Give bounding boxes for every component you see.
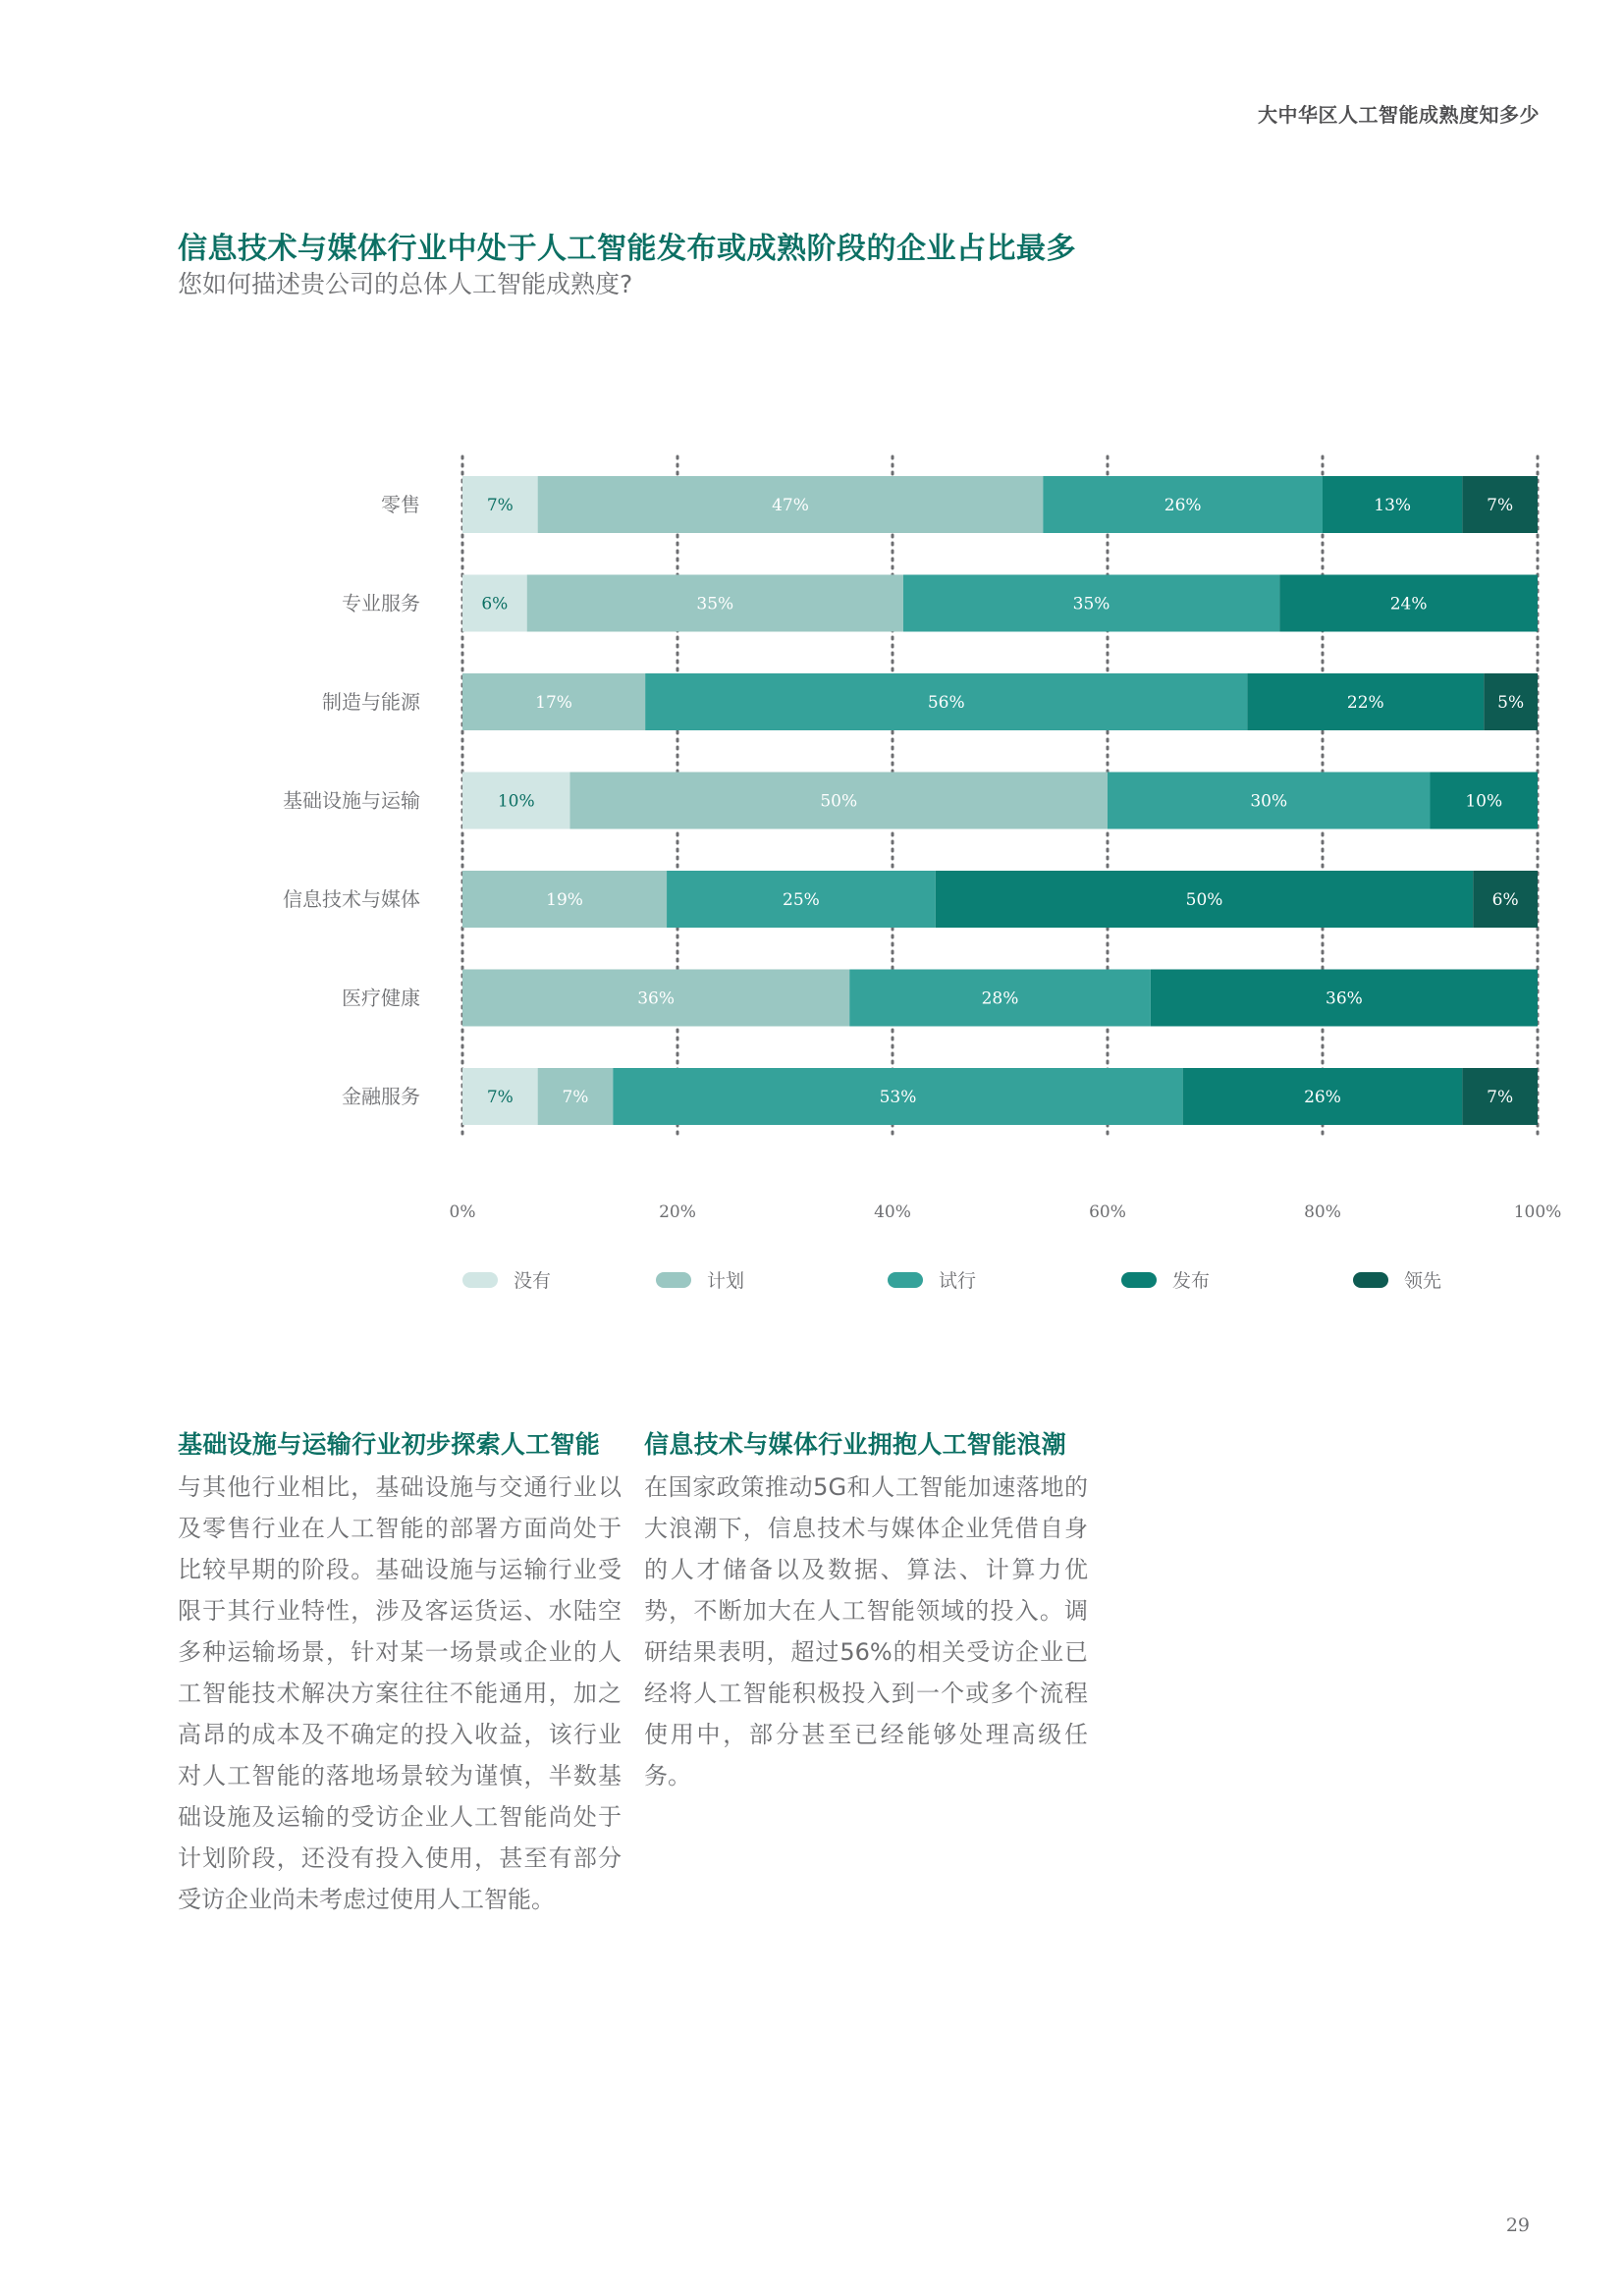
- data-label: 6%: [481, 594, 509, 614]
- x-axis-ticks: [450, 1202, 1562, 1222]
- x-tick-label: 100%: [1513, 1202, 1562, 1222]
- data-label: 10%: [497, 791, 535, 812]
- data-label: 5%: [1497, 693, 1525, 713]
- section-right-heading: 信息技术与媒体行业拥抱人工智能浪潮: [644, 1430, 1067, 1459]
- category-labels: [283, 493, 421, 1108]
- data-label: 19%: [546, 890, 583, 910]
- category-label: 零售: [381, 493, 420, 516]
- chart-title: 信息技术与媒体行业中处于人工智能发布或成熟阶段的企业占比最多: [178, 232, 1076, 266]
- data-label: 7%: [562, 1088, 589, 1107]
- legend-label: 试行: [939, 1270, 977, 1292]
- legend-swatch: [656, 1272, 691, 1288]
- data-label: 7%: [486, 1088, 514, 1107]
- header-title: 大中华区人工智能成熟度知多少: [1258, 103, 1540, 127]
- legend-label: 没有: [514, 1270, 552, 1292]
- data-label: 22%: [1346, 693, 1384, 713]
- data-label: 30%: [1250, 791, 1288, 812]
- section-left-body: 与其他行业相比，基础设施与交通行业以及零售行业在人工智能的部署方面尚处于比较早期的阶段。基础设施与运输行业受限于其行业特性，涉及客运货运、水陆空多种运输场景，针对某一场景或企业的人工智能技术解决方案往往不能通用，加之高昂的成本及不确定的投入收益，该行业对人工智能的落地场景较为谨慎，半数基础设施及运输的受访企业人工智能尚处于计划阶段，还没有投入使用，甚至有部分受访企业尚未考虑过使用人工智能。: [178, 1473, 622, 1913]
- legend-swatch: [888, 1272, 923, 1288]
- legend-label: 发布: [1172, 1270, 1211, 1292]
- data-label: 6%: [1491, 890, 1519, 910]
- data-label: 56%: [927, 693, 965, 713]
- bars-layer: [462, 476, 1538, 1125]
- category-label: 医疗健康: [342, 986, 420, 1010]
- data-label: 28%: [981, 988, 1019, 1009]
- x-tick-label: 80%: [1304, 1202, 1341, 1222]
- data-label: 47%: [772, 496, 809, 515]
- data-label: 7%: [1487, 496, 1514, 515]
- legend-label: 计划: [707, 1270, 745, 1292]
- section-left-heading: 基础设施与运输行业初步探索人工智能: [178, 1430, 601, 1459]
- data-label: 7%: [1487, 1088, 1514, 1107]
- data-label: 53%: [879, 1088, 917, 1107]
- section-right: [644, 1425, 1088, 1796]
- data-label: 13%: [1374, 496, 1412, 515]
- data-label: 26%: [1164, 496, 1202, 515]
- section-right-body: 在国家政策推动5G和人工智能加速落地的大浪潮下，信息技术与媒体企业凭借自身的人才储备以及数据、算法、计算力优势，不断加大在人工智能领域的投入。调研结果表明，超过56%的相关受访企业已经将人工智能积极投入到一个或多个流程使用中，部分甚至已经能够处理高级任务。: [644, 1473, 1088, 1789]
- category-label: 信息技术与媒体: [283, 887, 420, 911]
- data-label: 35%: [1072, 594, 1110, 614]
- data-label: 50%: [820, 791, 858, 812]
- legend-swatch: [1121, 1272, 1157, 1288]
- x-tick-label: 60%: [1089, 1202, 1126, 1222]
- section-left: [178, 1425, 622, 1920]
- data-label: 35%: [696, 594, 734, 614]
- page-number: 29: [1505, 2215, 1530, 2236]
- legend-swatch: [1353, 1272, 1388, 1288]
- category-label: 制造与能源: [322, 690, 420, 714]
- data-label: 17%: [535, 693, 572, 713]
- data-label: 25%: [783, 890, 820, 910]
- stacked-bar-chart: [0, 422, 1624, 1325]
- data-label: 24%: [1389, 594, 1428, 614]
- category-label: 基础设施与运输: [283, 788, 420, 813]
- x-tick-label: 0%: [449, 1202, 476, 1222]
- data-label: 10%: [1465, 791, 1503, 812]
- chart-subtitle: 您如何描述贵公司的总体人工智能成熟度?: [178, 270, 633, 298]
- data-label: 36%: [1326, 988, 1363, 1009]
- data-label: 26%: [1304, 1088, 1341, 1107]
- category-label: 专业服务: [342, 591, 420, 615]
- data-label: 50%: [1185, 890, 1223, 910]
- legend-label: 领先: [1404, 1270, 1442, 1292]
- x-tick-label: 20%: [659, 1202, 696, 1222]
- category-label: 金融服务: [342, 1085, 420, 1108]
- legend-swatch: [462, 1272, 498, 1288]
- data-label: 7%: [486, 496, 514, 515]
- legend: [462, 1270, 1441, 1292]
- x-tick-label: 40%: [874, 1202, 911, 1222]
- data-label: 36%: [637, 988, 675, 1009]
